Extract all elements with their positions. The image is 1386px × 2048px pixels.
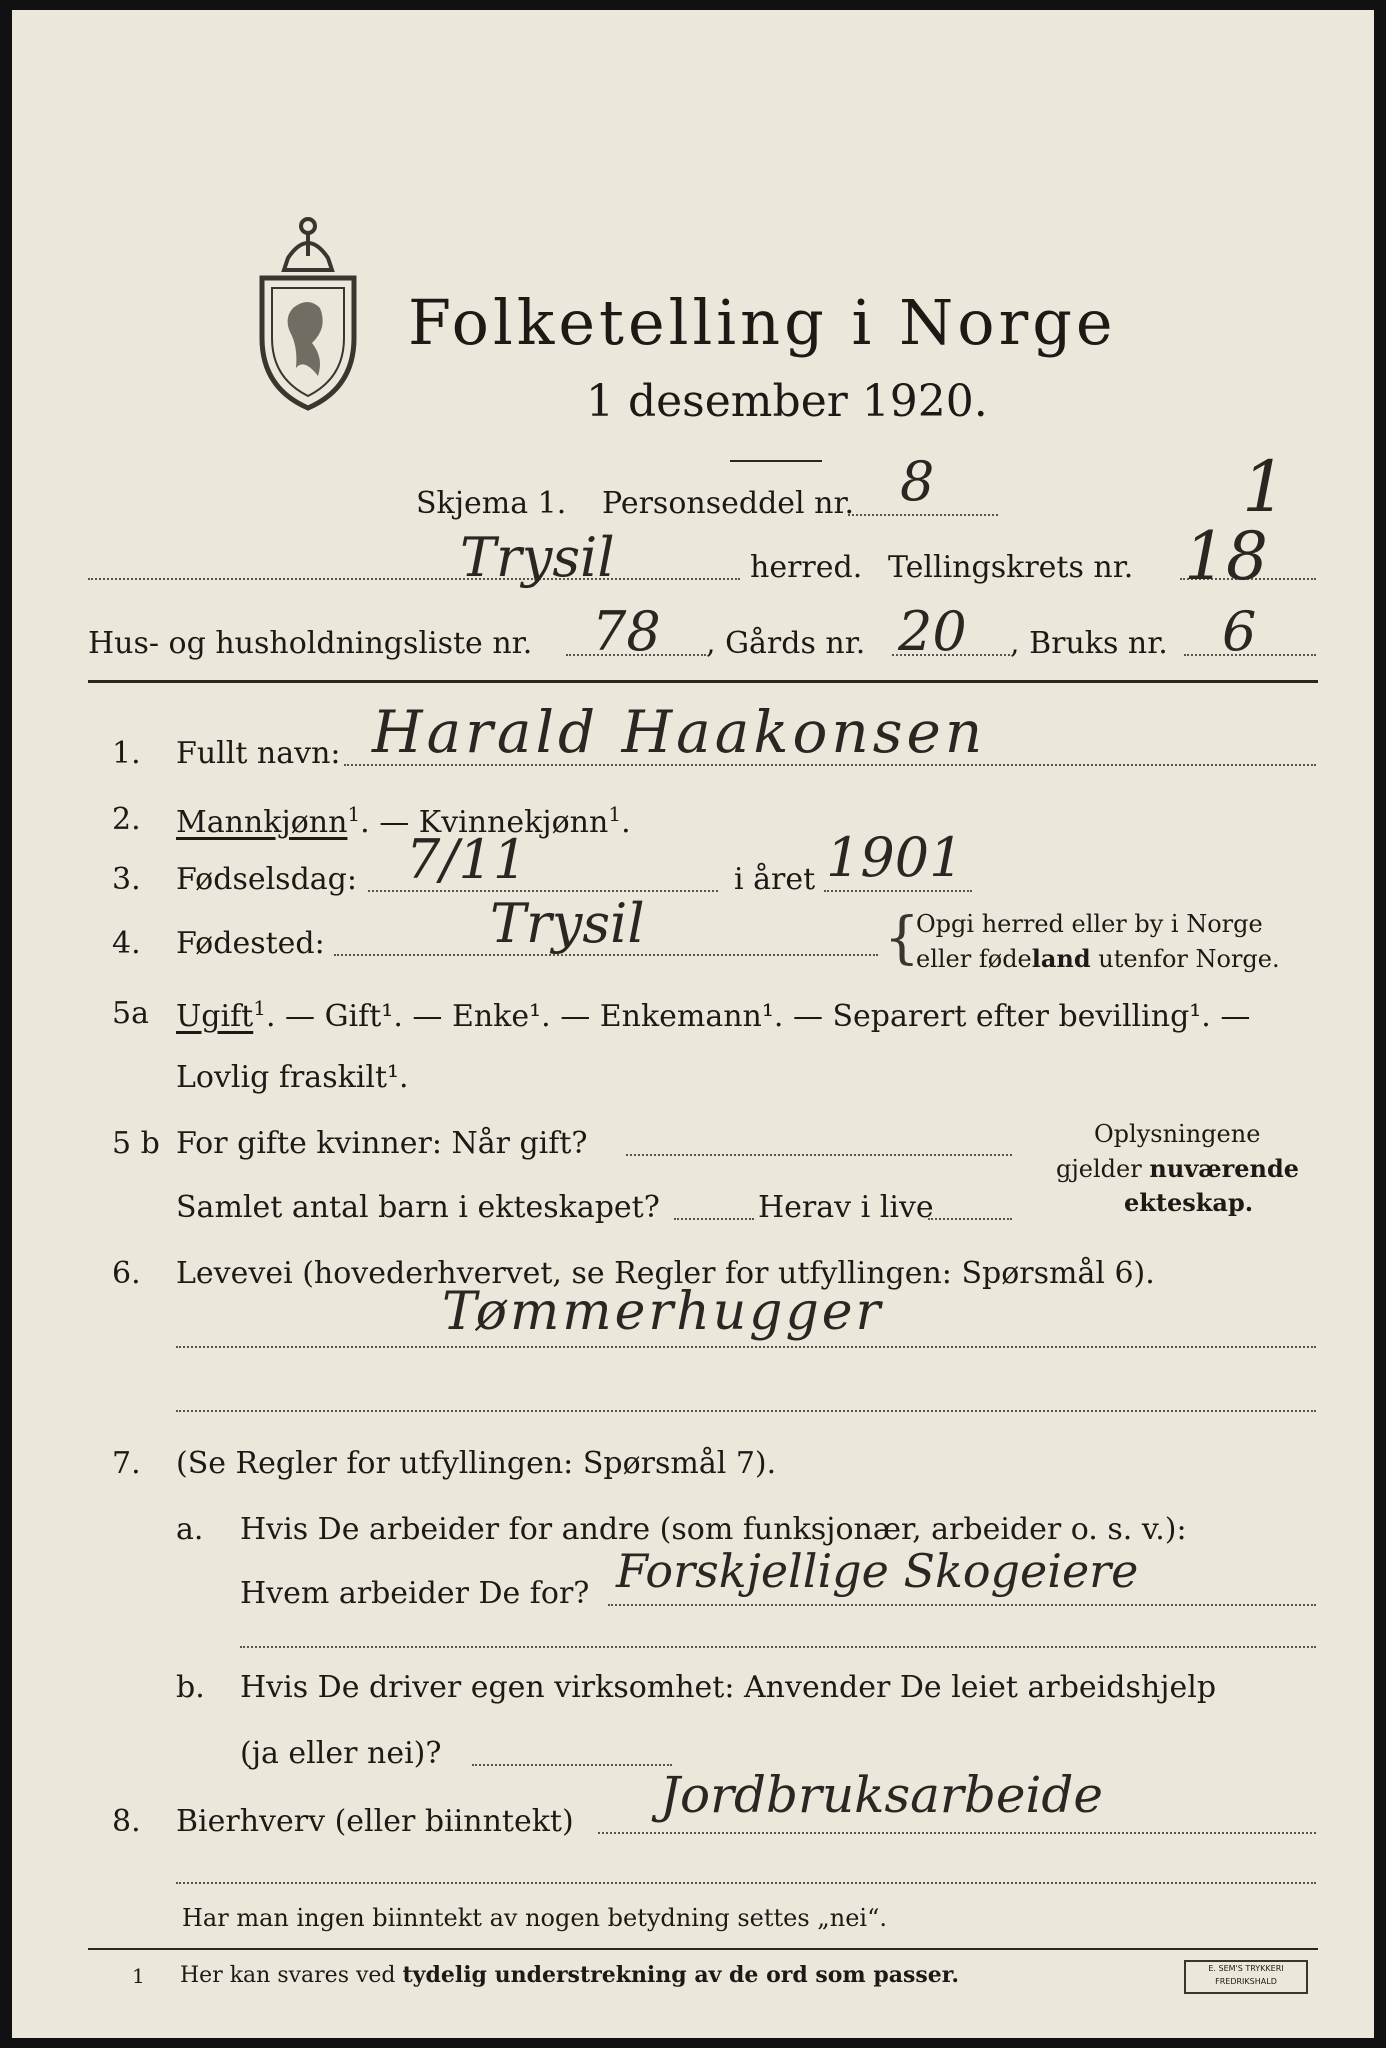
herred-label: herred. bbox=[750, 550, 863, 585]
q1-number: 1. bbox=[112, 736, 141, 771]
q7b-line2: (ja eller nei)? bbox=[240, 1736, 442, 1771]
q7a-line1: Hvis De arbeider for andre (som funksjonær, arbeider o. s. v.): bbox=[240, 1512, 1187, 1547]
q7b-line1: Hvis De driver egen virksomhet: Anvender De leiet arbeidshjelp bbox=[240, 1670, 1217, 1705]
q8-field-line-2 bbox=[176, 1882, 1316, 1884]
personseddel-label: Personseddel nr. bbox=[602, 486, 855, 521]
q2-mann-option: Mannkjønn bbox=[176, 805, 348, 840]
q5b-note-line2: gjelder nuværende bbox=[1056, 1154, 1300, 1183]
q2-end: . bbox=[621, 805, 631, 840]
hus-label: Hus- og husholdningsliste nr. bbox=[88, 626, 533, 661]
q5b-line2-a: Samlet antal barn i ekteskapet? bbox=[176, 1190, 660, 1225]
gards-label: , Gårds nr. bbox=[706, 626, 866, 661]
q3-year-field-line bbox=[824, 890, 972, 892]
footer-divider bbox=[88, 1948, 1318, 1950]
q5a-line2: Lovlig fraskilt¹. bbox=[176, 1060, 409, 1095]
herred-value: Trysil bbox=[460, 526, 615, 589]
q7a-line2: Hvem arbeider De for? bbox=[240, 1576, 590, 1611]
q3-label: Fødselsdag: bbox=[176, 862, 357, 897]
personseddel-value: 8 bbox=[900, 450, 935, 513]
q5b-note-line1: Oplysningene bbox=[1094, 1120, 1261, 1148]
q4-label: Fødested: bbox=[176, 926, 325, 961]
q2-kvinne-option: Kvinnekjønn bbox=[418, 805, 609, 840]
q5a-number: 5a bbox=[112, 996, 149, 1031]
q2-number: 2. bbox=[112, 802, 141, 837]
q5b-children-field-line bbox=[674, 1218, 754, 1220]
footnote-text: Her kan svares ved tydelig understrekning av de ord som passer. bbox=[180, 1962, 960, 1988]
tellingskrets-label: Tellingskrets nr. bbox=[888, 550, 1134, 585]
hus-value: 78 bbox=[592, 600, 661, 663]
footer-note: Har man ingen biinntekt av nogen betydning settes „nei“. bbox=[182, 1904, 887, 1932]
q4-note-brace: { bbox=[884, 906, 920, 971]
q6-number: 6. bbox=[112, 1256, 141, 1291]
bruks-label: , Bruks nr. bbox=[1010, 626, 1168, 661]
q8-side-income-value: Jordbruksarbeide bbox=[660, 1766, 1104, 1824]
q6-occupation-value: Tømmerhugger bbox=[442, 1282, 884, 1342]
q6-field-line-2 bbox=[176, 1410, 1316, 1412]
q2-gender-options: Mannkjønn$^1$. — Kvinnekjønn$^1$. bbox=[176, 802, 631, 840]
q4-birthplace-value: Trysil bbox=[490, 892, 645, 955]
q4-number: 4. bbox=[112, 926, 141, 961]
q7-number: 7. bbox=[112, 1446, 141, 1481]
q2-separator: . — bbox=[360, 805, 419, 840]
bruks-value: 6 bbox=[1222, 600, 1257, 663]
q5b-line1: For gifte kvinner: Når gift? bbox=[176, 1126, 588, 1161]
q4-note-line2: eller fødeland utenfor Norge. bbox=[916, 944, 1280, 973]
q3-year-value: 1901 bbox=[826, 826, 964, 889]
q1-full-name-value: Harald Haakonsen bbox=[372, 698, 987, 766]
footnote-number: 1 bbox=[132, 1964, 145, 1988]
q7a-field-line-2 bbox=[240, 1646, 1316, 1648]
q8-number: 8. bbox=[112, 1804, 141, 1839]
q5a-options: Ugift$^1$. — Gift¹. — Enke¹. — Enkemann¹. — Separert efter bevilling¹. — bbox=[176, 996, 1251, 1034]
q7-label: (Se Regler for utfyllingen: Spørsmål 7). bbox=[176, 1446, 777, 1481]
q5b-alive-field-line bbox=[928, 1218, 1012, 1220]
q5a-ugift-option: Ugift bbox=[176, 999, 254, 1034]
q5b-line2-b: Herav i live bbox=[758, 1190, 934, 1225]
herred-field-line bbox=[88, 578, 740, 580]
q3-year-label: i året bbox=[734, 862, 816, 897]
coat-of-arms-icon bbox=[248, 208, 368, 418]
q5b-number: 5 b bbox=[112, 1126, 160, 1161]
schema-label: Skjema 1. bbox=[416, 486, 567, 521]
q7a-field-line bbox=[608, 1604, 1316, 1606]
q8-label: Bierhverv (eller biinntekt) bbox=[176, 1804, 574, 1839]
census-date: 1 desember 1920. bbox=[586, 376, 988, 427]
q1-label: Fullt navn: bbox=[176, 736, 341, 771]
q8-field-line bbox=[598, 1832, 1316, 1834]
q3-number: 3. bbox=[112, 862, 141, 897]
printer-stamp: E. SEM'S TRYKKERI FREDRIKSHALD bbox=[1184, 1960, 1308, 1994]
q7b-field-line bbox=[472, 1764, 672, 1766]
q5b-married-field-line bbox=[626, 1154, 1012, 1156]
q4-note-line1: Opgi herred eller by i Norge bbox=[916, 910, 1263, 938]
q5a-other-options: . — Gift¹. — Enke¹. — Enkemann¹. — Separert efter bevilling¹. — bbox=[265, 999, 1251, 1034]
title-divider bbox=[730, 460, 822, 462]
tellingskrets-extra-mark: 1 bbox=[1242, 446, 1287, 528]
q7a-employer-value: Forskjellige Skogeiere bbox=[616, 1544, 1139, 1598]
q6-field-line-1 bbox=[176, 1346, 1316, 1348]
census-form-page bbox=[12, 10, 1374, 2038]
q5b-note-line3: ekteskap. bbox=[1124, 1188, 1254, 1217]
personseddel-field-line bbox=[848, 514, 998, 516]
q7b-letter: b. bbox=[176, 1670, 205, 1705]
form-title: Folketelling i Norge bbox=[408, 286, 1117, 359]
tellingskrets-value: 18 bbox=[1184, 518, 1268, 595]
q6-label: Levevei (hovederhvervet, se Regler for utfyllingen: Spørsmål 6). bbox=[176, 1256, 1155, 1291]
gards-value: 20 bbox=[898, 600, 967, 663]
q3-birthdate-value: 7/11 bbox=[406, 828, 528, 891]
header-divider bbox=[88, 680, 1318, 683]
q7a-letter: a. bbox=[176, 1512, 204, 1547]
